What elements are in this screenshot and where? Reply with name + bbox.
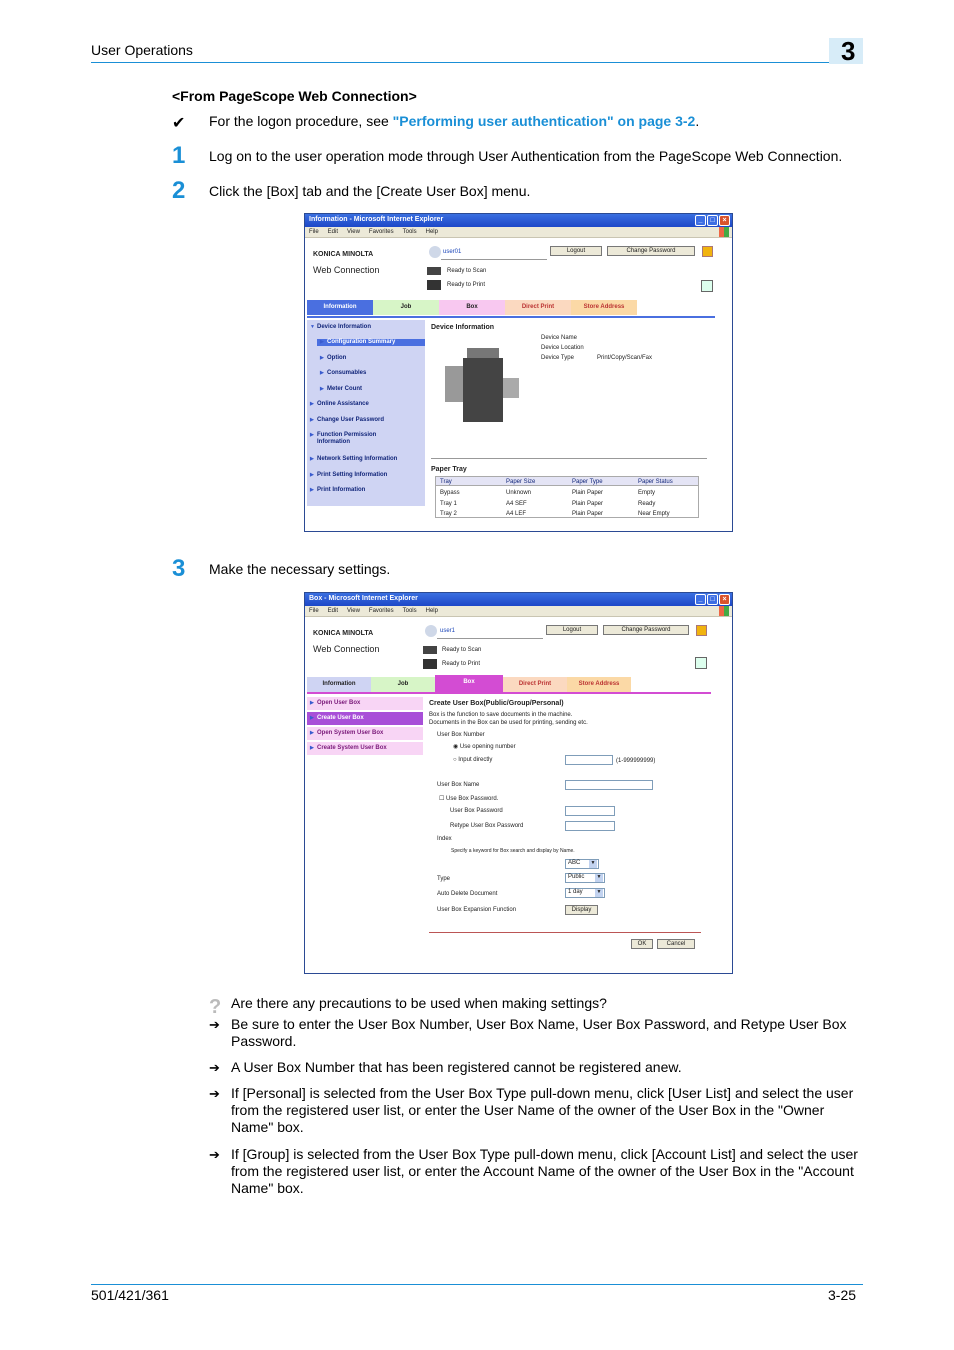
device-location-label: Device Location bbox=[541, 345, 584, 351]
menu-help[interactable]: Help bbox=[425, 229, 438, 235]
description-2: Documents in the Box can be used for printing, sending etc. bbox=[429, 720, 588, 726]
retype-password-label: Retype User Box Password bbox=[450, 823, 524, 829]
user-name: user1 bbox=[440, 628, 456, 634]
minimize-icon[interactable]: _ bbox=[695, 594, 706, 605]
note-item: If [Personal] is selected from the User Box Type pull-down menu, click [User List] and select the user from the registered user list, or enter the User Name of the owner of the User Box in the "Owner Name" box. bbox=[231, 1085, 854, 1135]
th-paper-size: Paper Size bbox=[506, 479, 536, 485]
change-password-button[interactable]: Change Password bbox=[607, 246, 695, 256]
step-text: Click the [Box] tab and the [Create User Box] menu. bbox=[209, 183, 531, 199]
sidebar-item-print-information[interactable]: ▶ Print Information bbox=[307, 487, 425, 494]
sidebar-item-print-setting[interactable]: ▶ Print Setting Information bbox=[307, 472, 425, 479]
checkmark-icon: ✔ bbox=[172, 115, 186, 132]
chevron-down-icon: ▼ bbox=[596, 889, 602, 895]
cell: Ready bbox=[638, 501, 656, 507]
sidebar-item-consumables[interactable]: ▶ Consumables bbox=[317, 370, 425, 377]
maximize-icon[interactable]: □ bbox=[707, 594, 718, 605]
status-print: Ready to Print bbox=[447, 282, 486, 288]
step-text: Make the necessary settings. bbox=[209, 561, 391, 577]
section-title: <From PageScope Web Connection> bbox=[172, 88, 417, 104]
help-icon[interactable] bbox=[696, 625, 707, 636]
status-scan: Ready to Scan bbox=[447, 268, 487, 274]
retype-password-input[interactable] bbox=[565, 821, 615, 831]
maximize-icon[interactable]: □ bbox=[707, 215, 718, 226]
question-icon: ? bbox=[209, 996, 222, 1018]
windows-logo-icon bbox=[719, 227, 729, 237]
window-titlebar: Information - Microsoft Internet Explorer _ □ × bbox=[305, 214, 732, 227]
sidebar-item-meter-count[interactable]: ▶ Meter Count bbox=[317, 386, 425, 393]
box-number-range: (1-999999999) bbox=[616, 758, 656, 764]
index-label: Index bbox=[437, 836, 452, 842]
menu-view[interactable]: View bbox=[347, 608, 360, 614]
printer-icon bbox=[423, 659, 437, 669]
note-question: Are there any precautions to be used when making settings? bbox=[231, 995, 607, 1011]
cell: Bypass bbox=[440, 490, 460, 496]
cell: Plain Paper bbox=[572, 490, 604, 496]
sidebar-item-network-setting[interactable]: ▶ Network Setting Information bbox=[307, 456, 425, 463]
tab-box[interactable]: Box bbox=[439, 300, 505, 315]
cell: Empty bbox=[638, 490, 656, 496]
sidebar-item-option[interactable]: ▶ Option bbox=[317, 355, 425, 362]
footer-model: 501/421/361 bbox=[91, 1287, 169, 1303]
panel-title: Create User Box(Public/Group/Personal) bbox=[429, 700, 564, 707]
menu-file[interactable]: File bbox=[309, 608, 319, 614]
arrow-icon: ➔ bbox=[209, 1147, 220, 1162]
user-icon bbox=[425, 625, 437, 637]
step-number: 2 bbox=[172, 177, 186, 204]
note-item: A User Box Number that has been registered cannot be registered anew. bbox=[231, 1059, 682, 1075]
tab-box[interactable]: Box bbox=[435, 675, 503, 692]
menu-edit[interactable]: Edit bbox=[327, 608, 339, 614]
prereq-link[interactable]: "Performing user authentication" on page 3-2 bbox=[392, 113, 696, 129]
printer-icon bbox=[427, 280, 441, 290]
tab-job[interactable]: Job bbox=[371, 677, 435, 692]
th-paper-type: Paper Type bbox=[572, 479, 603, 485]
sidebar-item-configuration-summary[interactable]: ▶ Configuration Summary bbox=[317, 339, 425, 346]
arrow-icon: ➔ bbox=[209, 1086, 220, 1101]
chevron-down-icon: ▼ bbox=[590, 860, 596, 866]
minimize-icon[interactable]: _ bbox=[695, 215, 706, 226]
step-number: 3 bbox=[172, 555, 186, 582]
sidebar-item-create-system-user-box[interactable]: ▶ Create System User Box bbox=[307, 742, 423, 755]
brand-logo: KONICA MINOLTA bbox=[313, 630, 374, 637]
note-item: Be sure to enter the User Box Number, User Box Name, User Box Password, and Retype User Box Password. bbox=[231, 1016, 847, 1049]
menu-bar bbox=[305, 227, 732, 238]
index-select[interactable]: ABC ▼ bbox=[565, 859, 599, 869]
panel-title: Device Information bbox=[431, 324, 495, 331]
change-password-button[interactable]: Change Password bbox=[603, 625, 689, 635]
cell: Plain Paper bbox=[572, 511, 604, 517]
auto-delete-label: Auto Delete Document bbox=[437, 891, 498, 897]
radio-input-directly[interactable]: ○ Input directly bbox=[453, 757, 493, 763]
menu-tools[interactable]: Tools bbox=[402, 229, 417, 235]
header-rule bbox=[91, 62, 863, 63]
cell: Plain Paper bbox=[572, 501, 604, 507]
type-select[interactable]: Public ▼ bbox=[565, 873, 605, 883]
ok-button[interactable]: OK bbox=[631, 939, 653, 949]
tab-store-address[interactable]: Store Address bbox=[571, 300, 637, 315]
sidebar-item-create-user-box[interactable]: ▶ Create User Box bbox=[307, 712, 423, 725]
product-logo: Web Connection bbox=[313, 644, 380, 654]
use-password-checkbox[interactable]: ☐ Use Box Password. bbox=[439, 796, 499, 802]
windows-logo-icon bbox=[719, 606, 729, 616]
step-number: 1 bbox=[172, 142, 186, 169]
box-number-label: User Box Number bbox=[437, 732, 485, 738]
menu-edit[interactable]: Edit bbox=[327, 229, 339, 235]
user-name: user01 bbox=[443, 249, 462, 255]
sidebar-item-change-user-password[interactable]: ▶ Change User Password bbox=[307, 417, 425, 424]
status-scan: Ready to Scan bbox=[442, 647, 482, 653]
sidebar-item-online-assistance[interactable]: ▶ Online Assistance bbox=[307, 401, 425, 408]
refresh-icon[interactable] bbox=[695, 657, 707, 669]
radio-use-opening[interactable]: ◉ Use opening number bbox=[453, 744, 516, 750]
menu-view[interactable]: View bbox=[347, 229, 360, 235]
tab-information[interactable]: Information bbox=[307, 300, 373, 315]
sidebar-item-device-information[interactable]: ▼ Device Information bbox=[307, 324, 425, 331]
box-name-label: User Box Name bbox=[437, 782, 480, 788]
sidebar-item-function-permission[interactable]: ▶ Function Permission Information bbox=[307, 432, 387, 446]
running-header: User Operations bbox=[91, 42, 193, 58]
tab-store-address[interactable]: Store Address bbox=[567, 677, 631, 692]
description-1: Box is the function to save documents in the machine. bbox=[429, 712, 573, 718]
arrow-icon: ➔ bbox=[209, 1017, 220, 1032]
menu-file[interactable]: File bbox=[309, 229, 319, 235]
screenshot-information bbox=[304, 213, 733, 532]
note-item: If [Group] is selected from the User Box Type pull-down menu, click [Account List] and select the user from the registered user list, or enter the Account Name of the owner of the User Box in the "Account Name" box. bbox=[231, 1146, 858, 1196]
device-type-value: Print/Copy/Scan/Fax bbox=[597, 355, 653, 361]
th-paper-status: Paper Status bbox=[638, 479, 673, 485]
sidebar-item-open-user-box[interactable]: ▶ Open User Box bbox=[307, 697, 423, 710]
device-name-label: Device Name bbox=[541, 335, 578, 341]
cell: Tray 2 bbox=[440, 511, 457, 517]
menu-bar bbox=[305, 606, 732, 617]
menu-favorites[interactable]: Favorites bbox=[368, 229, 394, 235]
expansion-label: User Box Expansion Function bbox=[437, 907, 517, 913]
menu-tools[interactable]: Tools bbox=[402, 608, 417, 614]
password-input[interactable] bbox=[565, 806, 615, 816]
status-print: Ready to Print bbox=[442, 661, 481, 667]
cell: Tray 1 bbox=[440, 501, 457, 507]
close-icon[interactable]: × bbox=[719, 594, 730, 605]
close-icon[interactable]: × bbox=[719, 215, 730, 226]
th-tray: Tray bbox=[440, 479, 452, 485]
logout-button[interactable]: Logout bbox=[546, 625, 598, 635]
user-icon bbox=[429, 246, 441, 258]
page-number: 3-25 bbox=[828, 1287, 857, 1303]
paper-tray-title: Paper Tray bbox=[431, 466, 467, 473]
index-hint: Specify a keyword for Box search and display by Name. bbox=[451, 848, 575, 854]
paper-tray-table bbox=[435, 476, 699, 518]
help-icon[interactable] bbox=[702, 246, 713, 257]
step-text: Log on to the user operation mode through User Authentication from the PageScope Web Connection. bbox=[209, 148, 843, 164]
display-button[interactable]: Display bbox=[565, 905, 598, 915]
prereq-text: For the logon procedure, see "Performing user authentication" on page 3-2. bbox=[209, 113, 700, 129]
mfp-device-image bbox=[445, 348, 520, 428]
tab-direct-print[interactable]: Direct Print bbox=[503, 677, 567, 692]
product-logo: Web Connection bbox=[313, 265, 380, 275]
auto-delete-select[interactable]: 1 day ▼ bbox=[565, 888, 605, 898]
tab-direct-print[interactable]: Direct Print bbox=[505, 300, 571, 315]
box-number-input[interactable] bbox=[565, 755, 613, 765]
brand-logo: KONICA MINOLTA bbox=[313, 251, 374, 258]
arrow-icon: ➔ bbox=[209, 1060, 220, 1075]
type-label: Type bbox=[437, 876, 451, 882]
logout-button[interactable]: Logout bbox=[550, 246, 602, 256]
menu-favorites[interactable]: Favorites bbox=[368, 608, 394, 614]
tab-information[interactable]: Information bbox=[307, 677, 371, 692]
screenshot-create-user-box bbox=[304, 592, 733, 974]
scanner-icon bbox=[427, 267, 441, 275]
cell: A4 SEF bbox=[506, 501, 527, 507]
cell: A4 LEF bbox=[506, 511, 527, 517]
box-name-input[interactable] bbox=[565, 780, 653, 790]
footer-rule bbox=[91, 1284, 863, 1285]
tab-job[interactable]: Job bbox=[373, 300, 439, 315]
window-titlebar: Box - Microsoft Internet Explorer _ □ × bbox=[305, 593, 732, 606]
cell: Near Empty bbox=[638, 511, 670, 517]
sidebar-item-open-system-user-box[interactable]: ▶ Open System User Box bbox=[307, 727, 423, 740]
cell: Unknown bbox=[506, 490, 532, 496]
chevron-down-icon: ▼ bbox=[596, 874, 602, 880]
scanner-icon bbox=[423, 646, 437, 654]
menu-help[interactable]: Help bbox=[425, 608, 438, 614]
cancel-button[interactable]: Cancel bbox=[657, 939, 695, 949]
password-label: User Box Password bbox=[450, 808, 503, 814]
device-type-label: Device Type bbox=[541, 355, 574, 361]
chapter-number: 3 bbox=[841, 36, 856, 66]
refresh-icon[interactable] bbox=[701, 280, 713, 292]
